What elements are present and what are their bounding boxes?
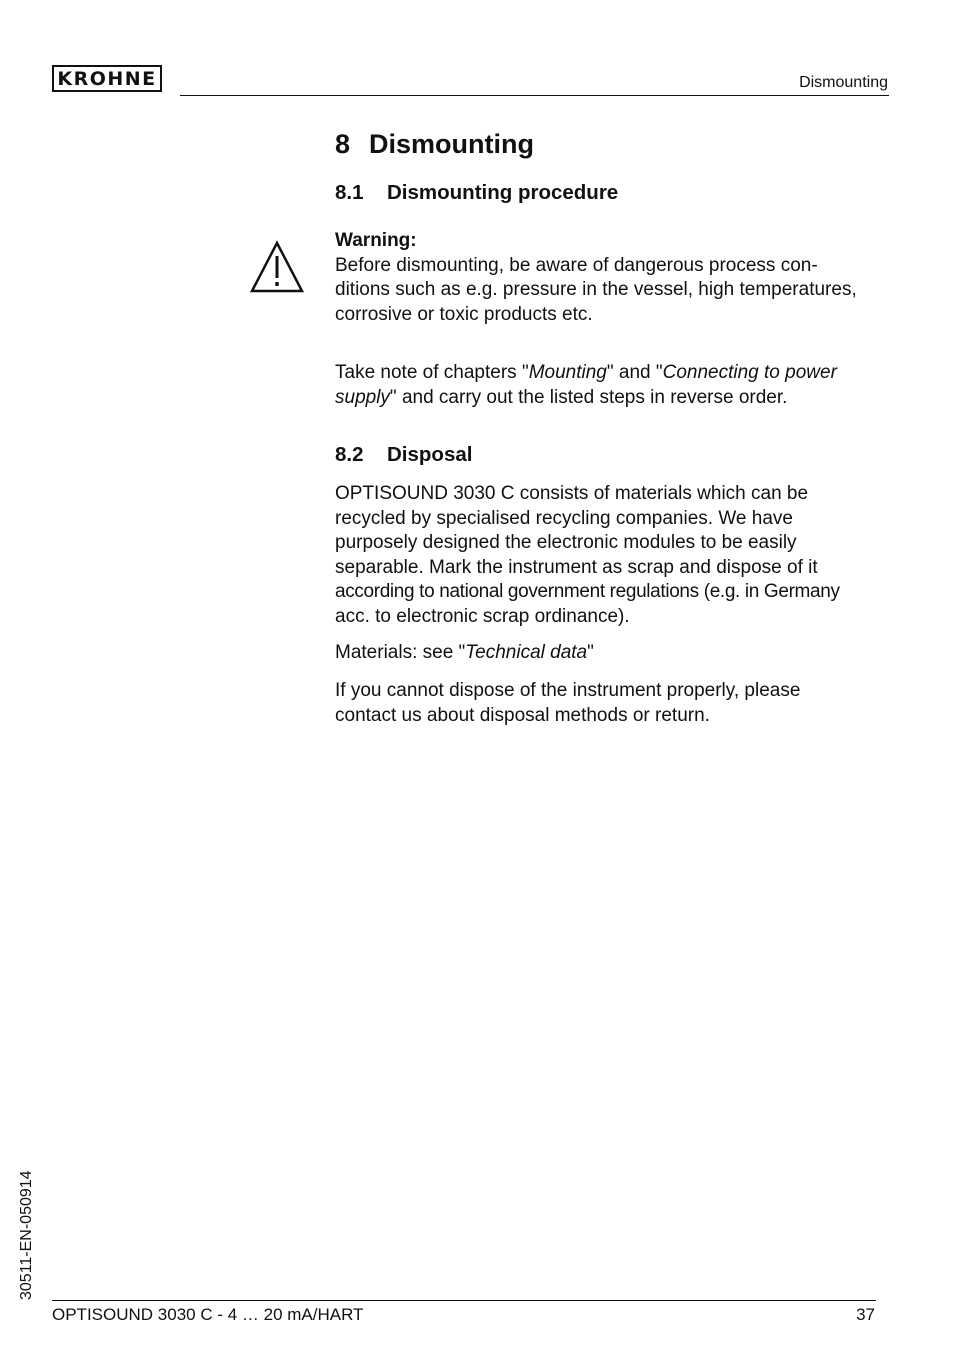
- logo-text: KROHNE: [57, 67, 157, 90]
- warning-line: ditions such as e.g. pressure in the vessel, high temperatures,: [335, 279, 857, 300]
- krohne-logo: [52, 65, 162, 92]
- footer-rule: [52, 1300, 876, 1301]
- section-number: 8.1: [335, 181, 364, 204]
- header-rule: [180, 95, 889, 96]
- section-title: Dismounting procedure: [387, 181, 619, 204]
- warning-line: corrosive or toxic products etc.: [335, 303, 593, 325]
- reference-technical-data: Technical data: [465, 642, 588, 663]
- section-title: Disposal: [387, 443, 473, 466]
- reference-mounting: Mounting: [528, 362, 607, 383]
- footer-product: OPTISOUND 3030 C - 4 … 20 mA/HART: [52, 1305, 364, 1324]
- section-heading-8-1: [335, 181, 618, 205]
- materials-text: ": [587, 642, 594, 663]
- note-text: Take note of chapters ": [335, 362, 529, 383]
- paragraph-line: If you cannot dispose of the instrument properly, please: [335, 680, 801, 701]
- paragraph-line: separable. Mark the instrument as scrap and dispose of it: [335, 556, 818, 578]
- materials-note: [335, 641, 895, 666]
- warning-block: [335, 229, 895, 327]
- header-section-title: Dismounting: [799, 74, 888, 91]
- paragraph-line: acc. to electronic scrap ordinance).: [335, 605, 630, 627]
- paragraph-line: contact us about disposal methods or return.: [335, 704, 710, 726]
- warning-triangle-icon: [249, 240, 305, 294]
- paragraph-line: recycled by specialised recycling companies. We have: [335, 507, 793, 529]
- paragraph-line: according to national government regulations (e.g. in Germany: [335, 581, 840, 602]
- reverse-order-note: [335, 361, 895, 410]
- chapter-number: 8: [335, 129, 351, 159]
- paragraph-line: OPTISOUND 3030 C consists of materials which can be: [335, 483, 809, 504]
- section-heading-8-2: [335, 443, 472, 467]
- paragraph-line: purposely designed the electronic modules to be easily: [335, 532, 797, 553]
- disposal-paragraph: [335, 482, 895, 629]
- contact-paragraph: [335, 679, 895, 728]
- note-text: " and carry out the listed steps in reverse order.: [389, 386, 788, 408]
- section-number: 8.2: [335, 443, 364, 466]
- materials-text: Materials: see ": [335, 642, 466, 663]
- document-code: 30511-EN-050914: [18, 1170, 35, 1300]
- warning-line: Before dismounting, be aware of dangerous process con-: [335, 254, 818, 276]
- note-text: " and ": [606, 362, 663, 383]
- chapter-title: Dismounting: [369, 129, 534, 159]
- warning-label: Warning:: [335, 230, 417, 251]
- page-number: 37: [856, 1305, 875, 1324]
- reference-connecting-power: Connecting to power supply: [335, 362, 837, 408]
- chapter-heading: [335, 129, 534, 160]
